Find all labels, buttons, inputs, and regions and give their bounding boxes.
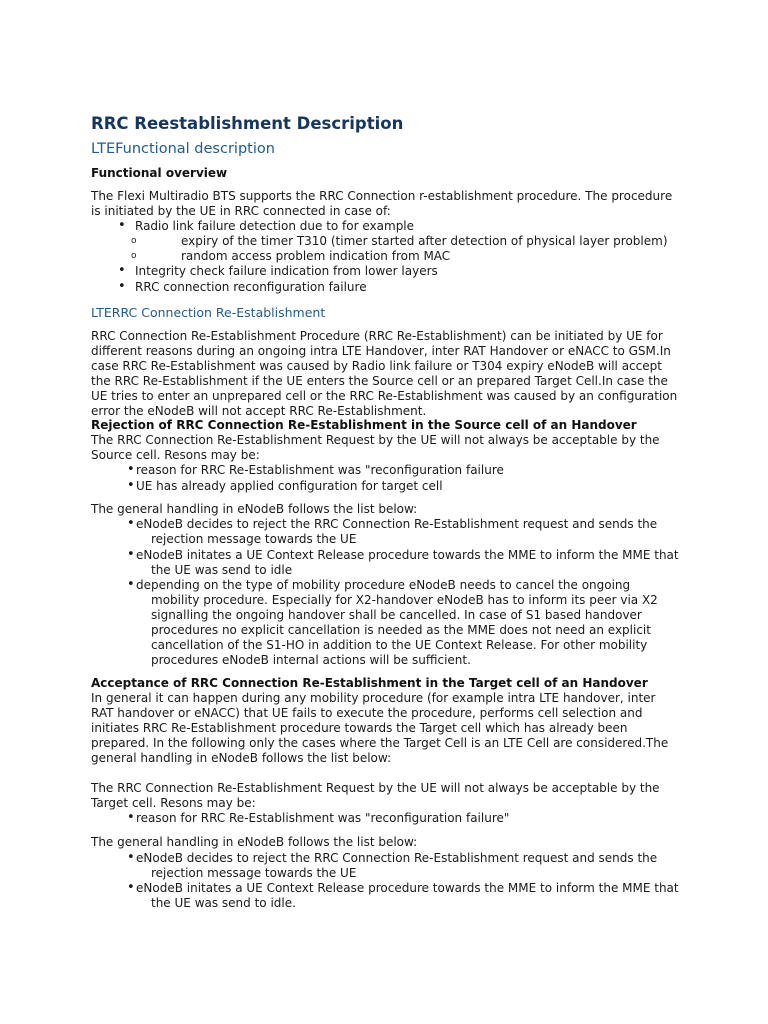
list-item-continuation: mobility procedure. Especially for X2-handover eNodeB has to inform its peer via X2 [151,593,658,607]
bullet-icon: • [127,880,135,895]
document-title: RRC Reestablishment Description [91,114,404,133]
list-item-continuation: cancellation of the S1-HO in addition to the UE Context Release. For other mobility [151,638,648,652]
paragraph-line: case RRC Re-Establishment was caused by Radio link failure or T304 expiry eNodeB will accept [91,359,662,373]
rejection-heading: Rejection of RRC Connection Re-Establishment in the Source cell of an Handover [91,418,637,432]
list-item: Radio link failure detection due to for example [135,219,415,233]
paragraph-line: UE tries to enter an unprepared cell or the RRC Re-Establishment was caused by an configuration [91,389,678,403]
acceptance-heading: Acceptance of RRC Connection Re-Establishment in the Target cell of an Handover [91,676,648,690]
section-heading-rrc-connection-re-establishment: LTERRC Connection Re-Establishment [91,305,326,320]
sub-bullet-icon: o [131,251,137,261]
paragraph-line: The general handling in eNodeB follows the list below: [91,502,418,516]
list-item-continuation: procedures no explicit cancellation is needed as the MME does not need an explicit [151,623,651,637]
bullet-icon: • [127,850,135,865]
sub-list-item: random access problem indication from MAC [181,249,451,263]
list-item: eNodeB initates a UE Context Release procedure towards the MME to inform the MME that [136,548,679,562]
bullet-icon: • [127,577,135,592]
bullet-icon: • [127,547,135,562]
paragraph-line: the RRC Re-Establishment if the UE enters the Source cell or an prepared Target Cell.In case the [91,374,668,388]
sub-list-item: expiry of the timer T310 (timer started after detection of physical layer problem) [181,234,668,248]
overview-intro-line-1: The Flexi Multiradio BTS supports the RRC Connection r-establishment procedure. The procedure [91,189,673,203]
bullet-icon: • [118,279,126,294]
list-item: reason for RRC Re-Establishment was "reconfiguration failure [136,463,504,477]
list-item: eNodeB initates a UE Context Release procedure towards the MME to inform the MME that [136,881,679,895]
paragraph-line: The RRC Connection Re-Establishment Request by the UE will not always be acceptable by the [91,781,660,795]
paragraph-line: prepared. In the following only the cases where the Target Cell is an LTE Cell are considered.The [91,736,669,750]
bullet-icon: • [127,810,135,825]
list-item: RRC connection reconfiguration failure [135,280,367,294]
paragraph-line: The general handling in eNodeB follows the list below: [91,835,418,849]
bullet-icon: • [118,263,126,278]
paragraph-line: RRC Connection Re-Establishment Procedure (RRC Re-Establishment) can be initiated by UE for [91,329,663,343]
list-item-continuation: rejection message towards the UE [151,866,357,880]
paragraph-line: The RRC Connection Re-Establishment Request by the UE will not always be acceptable by the [91,433,660,447]
subheading-functional-overview: Functional overview [91,166,228,180]
list-item-continuation: signalling the ongoing handover shall be cancelled. In case of S1 based handover [151,608,642,622]
paragraph-line: different reasons during an ongoing intra LTE Handover, inter RAT Handover or eNACC to GSM.In [91,344,671,358]
list-item-continuation: rejection message towards the UE [151,532,357,546]
list-item: eNodeB decides to reject the RRC Connection Re-Establishment request and sends the [136,517,658,531]
list-item-continuation: procedures eNodeB internal actions will be sufficient. [151,653,471,667]
list-item: UE has already applied configuration for target cell [136,479,443,493]
bullet-icon: • [118,218,126,233]
paragraph-line: In general it can happen during any mobility procedure (for example intra LTE handover, inter [91,691,656,705]
section-heading-functional-description: LTEFunctional description [91,141,275,157]
overview-intro-line-2: is initiated by the UE in RRC connected in case of: [91,204,391,218]
list-item: depending on the type of mobility procedure eNodeB needs to cancel the ongoing [136,578,631,592]
bullet-icon: • [127,462,135,477]
paragraph-line: general handling in eNodeB follows the list below: [91,751,392,765]
list-item: eNodeB decides to reject the RRC Connection Re-Establishment request and sends the [136,851,658,865]
paragraph-line: initiates RRC Re-Establishment procedure towards the Target cell which has already been [91,721,628,735]
sub-bullet-icon: o [131,236,137,246]
bullet-icon: • [127,478,135,493]
list-item-continuation: the UE was send to idle. [151,896,296,910]
paragraph-line: Target cell. Resons may be: [91,796,256,810]
list-item: reason for RRC Re-Establishment was "reconfiguration failure" [136,811,510,825]
paragraph-line: error the eNodeB will not accept RRC Re-Establishment. [91,404,427,418]
list-item-continuation: the UE was send to idle [151,563,293,577]
list-item: Integrity check failure indication from lower layers [135,264,438,278]
paragraph-line: RAT handover or eNACC) that UE fails to execute the procedure, performs cell selection and [91,706,643,720]
bullet-icon: • [127,516,135,531]
paragraph-line: Source cell. Resons may be: [91,448,260,462]
